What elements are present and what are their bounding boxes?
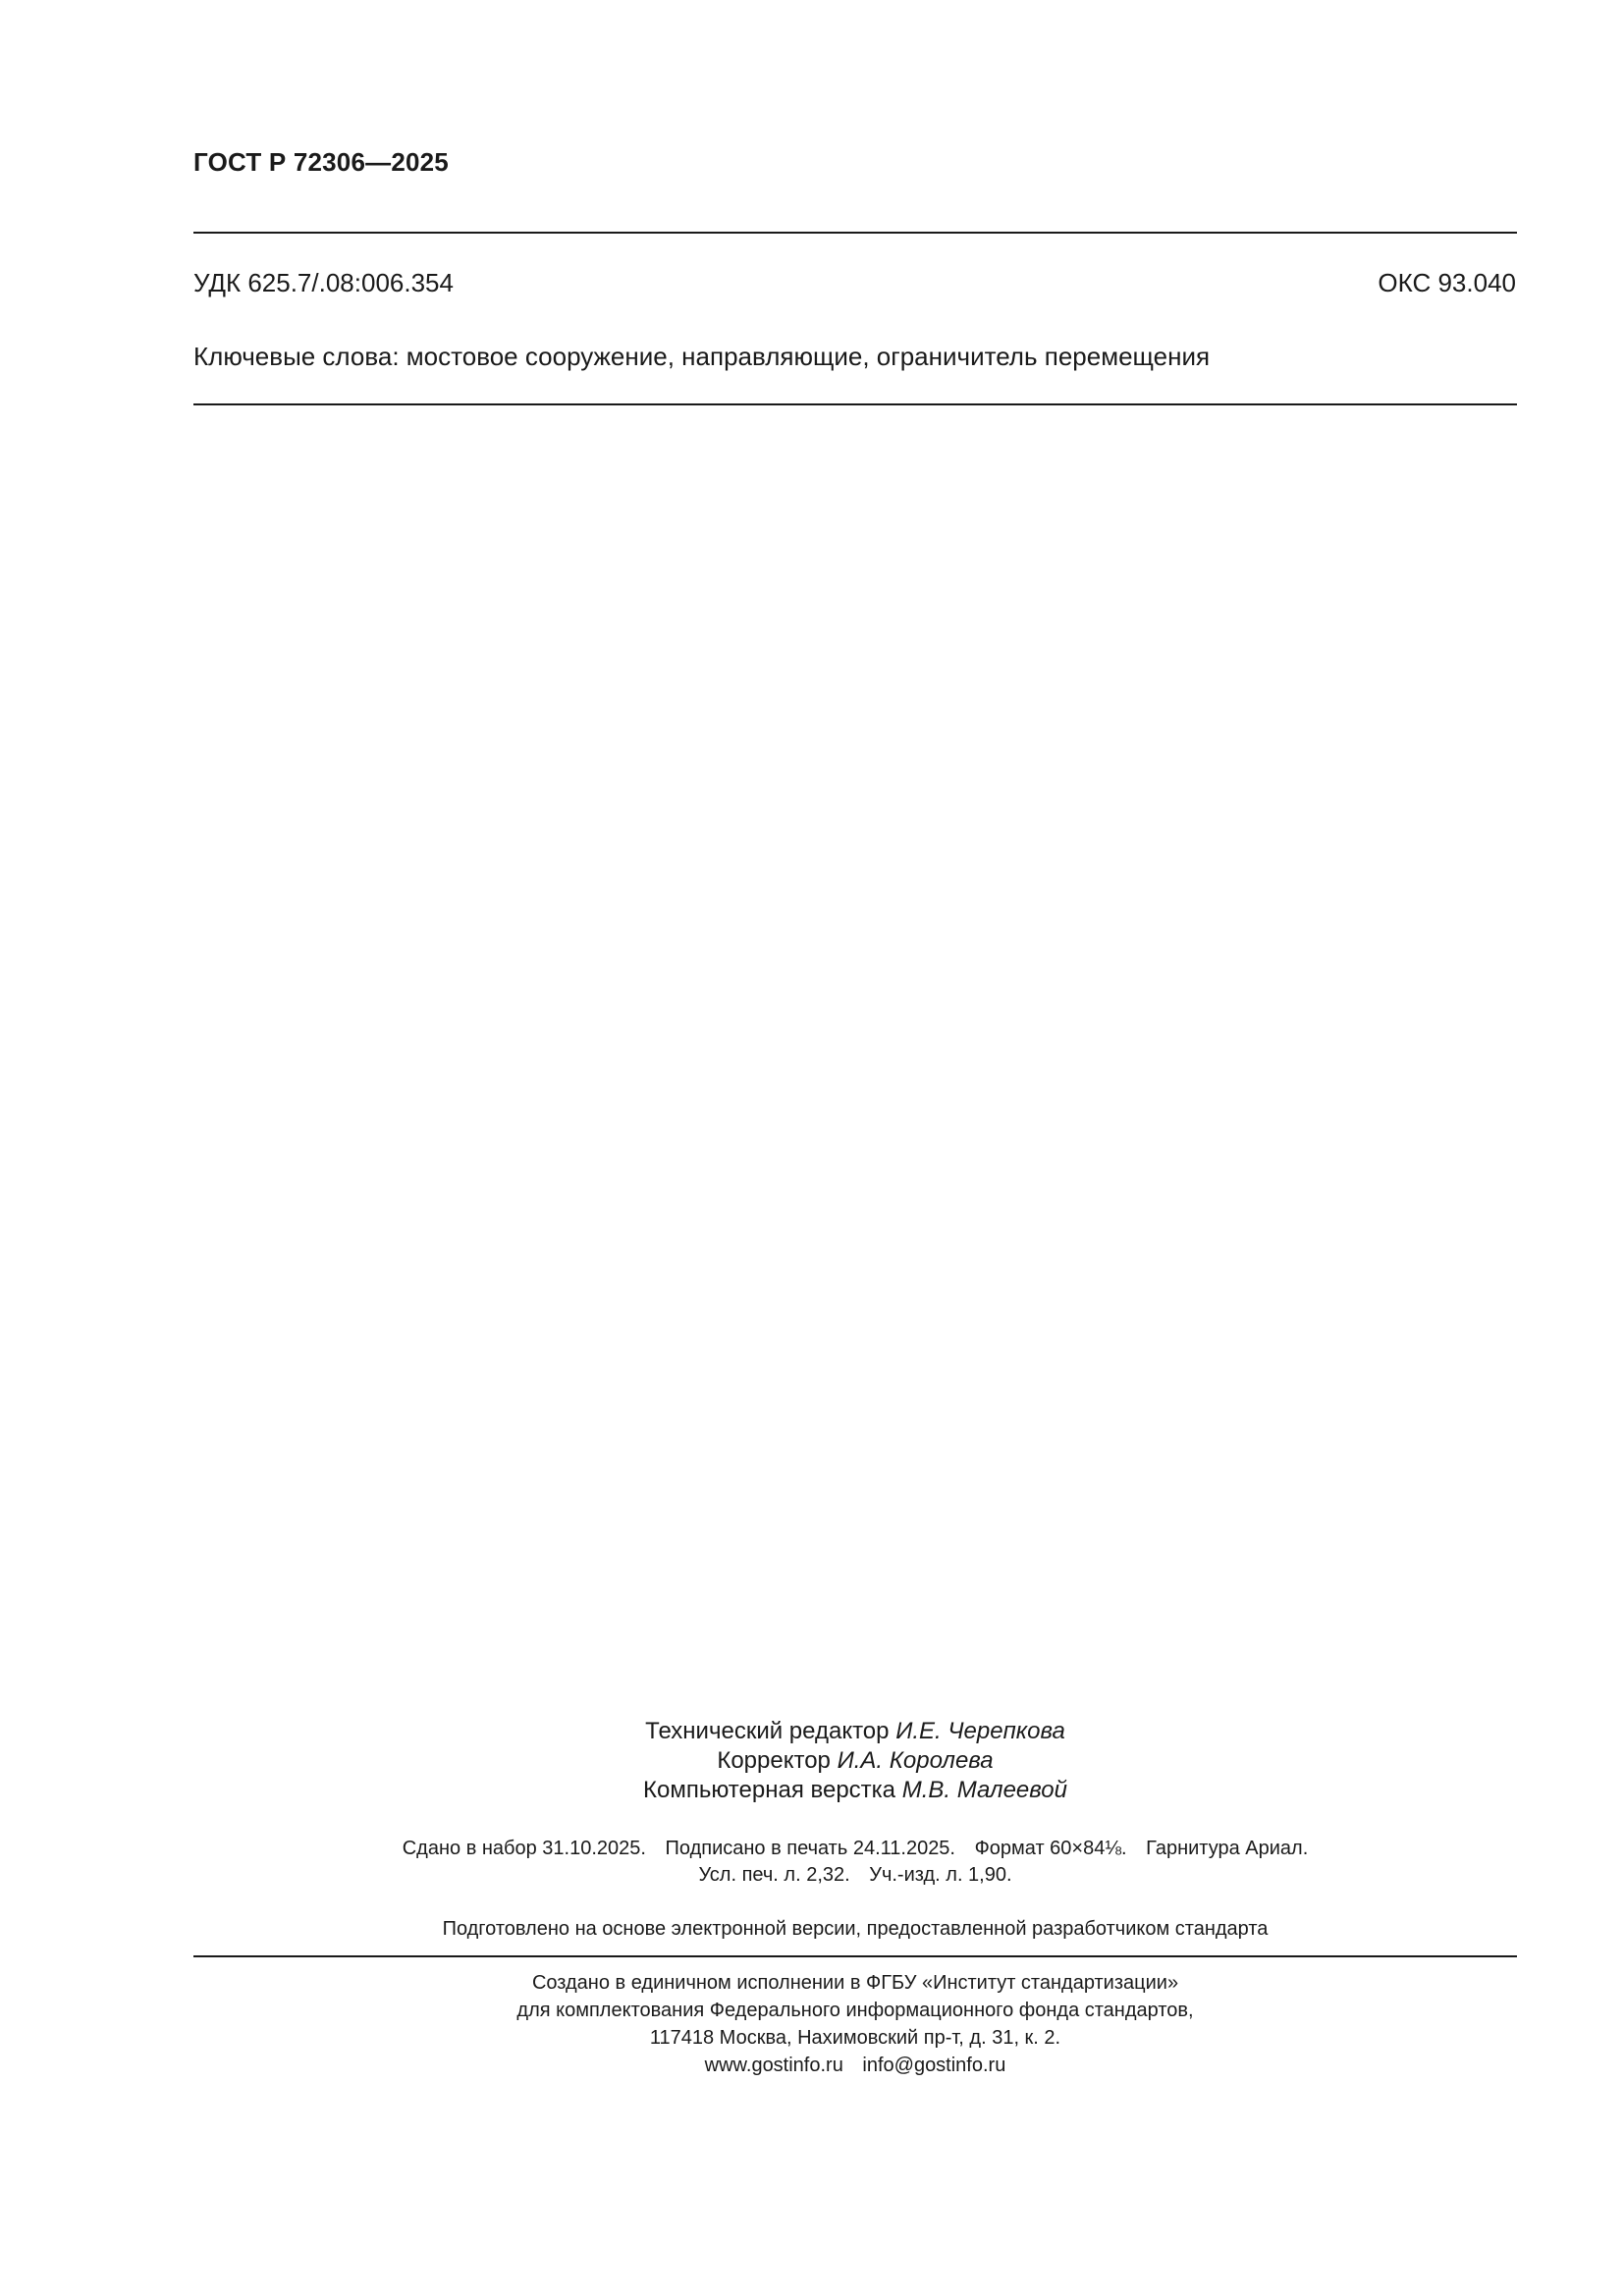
corrector-name: И.А. Королева (837, 1747, 994, 1774)
document-code: ГОСТ Р 72306—2025 (193, 147, 449, 177)
prepared-note: Подготовлено на основе электронной версии, предоставленной разработчиком стандарта (442, 1918, 1269, 1940)
email-link[interactable]: info@gostinfo.ru (862, 2055, 1006, 2076)
typeface: Гарнитура Ариал. (1146, 1838, 1309, 1859)
tech-editor-name: И.Е. Черепкова (895, 1718, 1065, 1744)
corrector-line (193, 1746, 1517, 1776)
publ-sheets: Уч.-изд. л. 1,90. (869, 1864, 1012, 1886)
tech-editor-line (193, 1717, 1517, 1746)
print-info-line-2 (193, 1862, 1517, 1889)
publisher-line-1: Создано в единичном исполнении в ФГБУ «Институт стандартизации» (531, 1972, 1179, 1994)
publisher-contacts (193, 2052, 1517, 2079)
corrector-label: Корректор (717, 1747, 831, 1774)
print-info-line-1 (193, 1836, 1517, 1862)
tech-editor-label: Технический редактор (645, 1718, 890, 1744)
keywords-divider (193, 403, 1517, 405)
layout-name: М.В. Малеевой (901, 1777, 1067, 1803)
publisher-block (193, 1969, 1517, 2079)
oks-code: ОКС 93.040 (1378, 268, 1516, 297)
keywords-line: Ключевые слова: мостовое сооружение, направляющие, ограничитель перемещения (193, 342, 1211, 371)
publisher-divider (193, 1955, 1517, 1957)
print-info-block (193, 1836, 1517, 1889)
udk-code: УДК 625.7/.08:006.354 (193, 268, 454, 297)
print-format: Формат 60×84⅛. (974, 1838, 1127, 1859)
signed-date: Подписано в печать 24.11.2025. (665, 1838, 955, 1859)
credits-block (193, 1717, 1517, 1805)
publisher-line-2: для комплектования Федерального информационного фонда стандартов, (516, 2000, 1194, 2021)
top-divider (193, 232, 1517, 234)
publisher-address: 117418 Москва, Нахимовский пр-т, д. 31, к. 2. (649, 2027, 1061, 2049)
website-link[interactable]: www.gostinfo.ru (704, 2055, 843, 2076)
layout-line (193, 1776, 1517, 1805)
submitted-date: Сдано в набор 31.10.2025. (402, 1838, 646, 1859)
print-sheets: Усл. печ. л. 2,32. (698, 1864, 850, 1886)
layout-label: Компьютерная верстка (643, 1777, 896, 1803)
